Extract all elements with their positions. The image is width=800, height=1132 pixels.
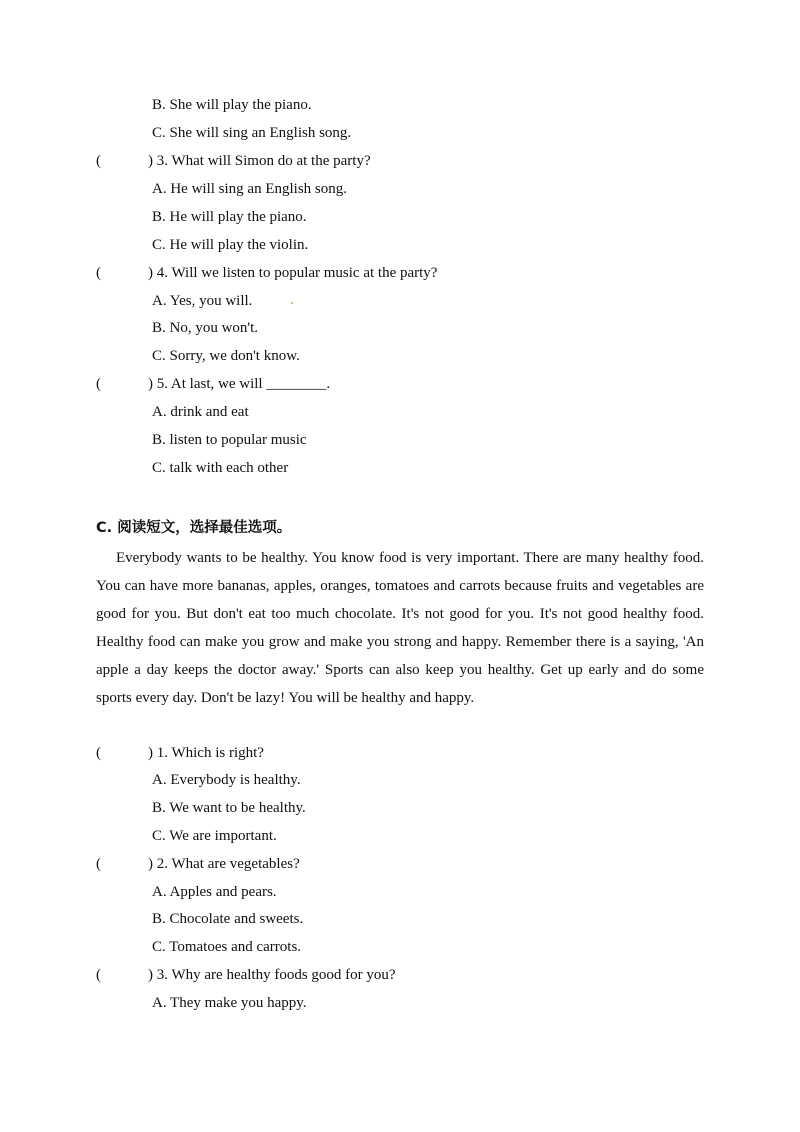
b-q3-option-b: B. He will play the piano. [152,209,307,225]
c-q2-answer-paren[interactable]: ( [96,856,101,872]
b-q3-option-a: A. He will sing an English song. [152,181,347,197]
b-q2-option-c: C. She will sing an English song. [152,125,352,141]
c-q3-stem: ) 3. Why are healthy foods good for you? [148,967,396,983]
b-q5-option-a: A. drink and eat [152,404,249,420]
b-q3-option-c: C. He will play the violin. [152,237,309,253]
c-q2-option-b: B. Chocolate and sweets. [152,911,304,927]
b-q4-option-a: A. Yes, you will. [152,293,253,309]
stray-dot-mark [291,302,293,304]
b-q3-answer-paren[interactable]: ( [96,153,101,169]
b-q5-stem: ) 5. At last, we will ________. [148,376,331,392]
section-c-heading: C. 阅读短文，选择最佳选项。 [96,520,292,536]
c-q3-answer-paren[interactable]: ( [96,967,101,983]
reading-passage: Everybody wants to be healthy. You know food is very important. There are many healthy food. You can have more bananas, apples, oranges, tomatoes and carrots because fruits and vegetables are good for you. But don't eat too much chocolate. It's not good for you. It's not good healthy food. Healthy food can make you grow and make you strong and happy. Remember there is a saying, 'An apple a day keeps the doctor away.' Sports can also keep you healthy. Get up early and do some sports every day. Don't be lazy! You will be healthy and happy. [96,550,704,706]
b-q4-option-c: C. Sorry, we don't know. [152,348,300,364]
c-q1-stem: ) 1. Which is right? [148,745,264,761]
c-q1-option-c: C. We are important. [152,828,277,844]
c-q1-option-a: A. Everybody is healthy. [152,772,301,788]
c-q1-answer-paren[interactable]: ( [96,745,101,761]
c-q2-stem: ) 2. What are vegetables? [148,856,300,872]
b-q5-answer-paren[interactable]: ( [96,376,101,392]
b-q4-answer-paren[interactable]: ( [96,265,101,281]
c-q1-option-b: B. We want to be healthy. [152,800,306,816]
b-q2-option-b: B. She will play the piano. [152,97,312,113]
b-q5-option-b: B. listen to popular music [152,432,307,448]
b-q5-option-c: C. talk with each other [152,460,289,476]
b-q3-stem: ) 3. What will Simon do at the party? [148,153,371,169]
b-q4-stem: ) 4. Will we listen to popular music at the party? [148,265,438,281]
b-q4-option-b: B. No, you won't. [152,320,259,336]
c-q3-option-a: A. They make you happy. [152,995,307,1011]
c-q2-option-c: C. Tomatoes and carrots. [152,939,302,955]
c-q2-option-a: A. Apples and pears. [152,884,277,900]
